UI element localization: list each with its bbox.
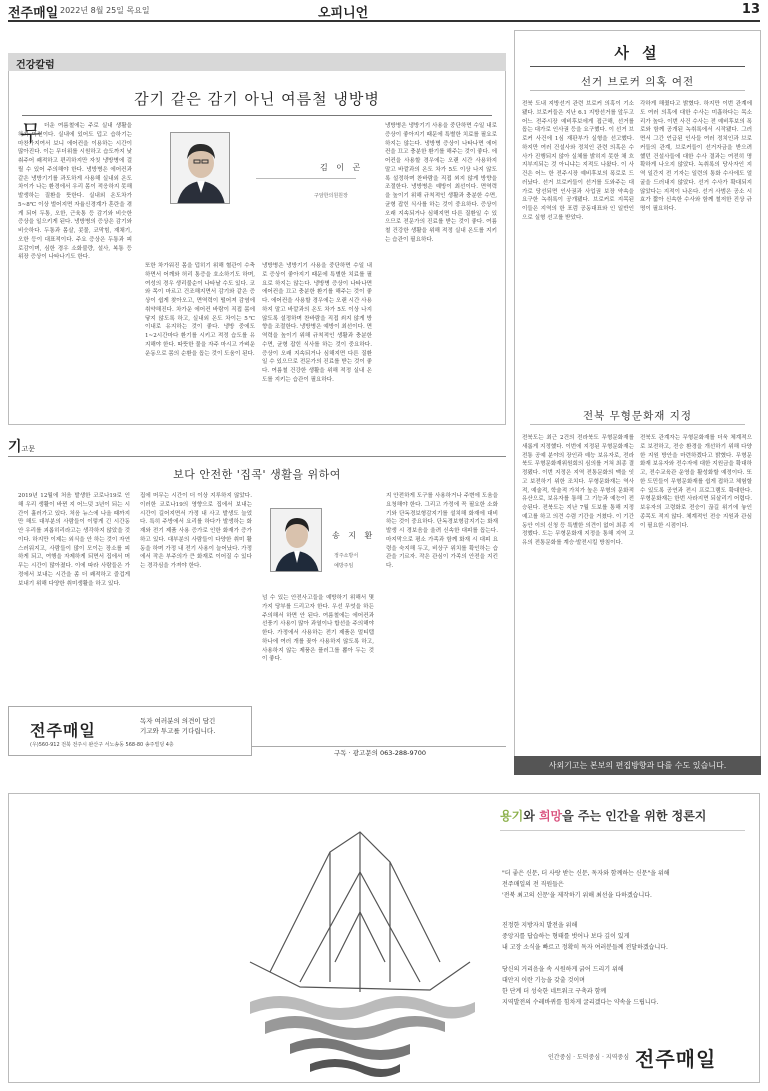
editorial-2-col1: 전북도는 최근 2건의 전라북도 무형문화재를 새롭게 지정했다. 이번에 지정된 무형문화재는 전통 공예 분야의 장인과 예능 보유자로, 전라북도 무형문화재위원회의 심의를 거쳐 최종 결정됐다. 이번 지정은 지역 전통문화의 맥을 잇고 보전하기 위한 조치다. 무형문화재는 역사적, 예술적, 학술적 가치가 높은 무형의 문화적 유산으로, 보유자를 통해 그 기능과 예능이 전승된다. 전북도는 지난 7월 도보를 통해 지정 예고를 하고 의견 수렴 기간을 거쳤다. 이 기간 동안 이의 신청 등 특별한 의견이 없어 최종 지정했다. 도는 무형문화재 지정을 통해 지역 고유의 전통문화를 계승·발전시킬 방침이다.	[522, 435, 634, 546]
page-number: 13	[741, 2, 760, 17]
editorial-2-col2: 전북도 관계자는 무형문화재를 더욱 체계적으로 보전하고, 전승 환경을 개선하기 위해 다양한 지원 방안을 마련하겠다고 밝혔다. 무형문화재 보유자와 전수자에 대한 지원금을 확대하고, 전수교육관 운영을 활성화할 예정이다. 또한 도민들이 무형문화재를 쉽게 접하고 체험할 수 있도록 공연과 전시 프로그램도 확대한다. 무형문화재는 한번 사라지면 되살리기 어렵다. 보유자의 고령화로 전승이 끊길 위기에 놓인 종목도 적지 않다. 체계적인 전승 지원과 관심이 필요한 시점이다.	[640, 435, 752, 529]
bigad-paragraph-1: "더 좋은 신문, 더 사랑 받는 신문, 독자와 함께하는 신문"을 위해 전주매일의 전 직원들은 '전북 최고의 신문'을 제작하기 위해 최선을 다하겠습니다.	[502, 870, 670, 899]
bigad-rule	[500, 830, 745, 831]
contribution-author-role-2: 예방주임	[334, 563, 354, 569]
bigad-paragraph-3: 당신의 거리음을 속 시원하게 긁어 드리기 위해 대안지 이란 기능을 갖출 것이며 한 단계 더 성숙한 네트워크 구축과 함께 지역발전의 수레바퀴를 힘차게 굴리겠다는 약속을 드립니다.	[502, 966, 659, 1006]
health-article-title: 감기 같은 감기 아닌 여름철 냉방병	[134, 90, 380, 108]
editorial-title-2: 전북 무형문화재 지정	[583, 410, 692, 422]
editorial-title-2-rule	[530, 424, 745, 425]
contribution-ad-logo: 전주매일	[30, 721, 96, 740]
bigad-slogan-courage: 용기	[500, 809, 524, 823]
health-author-role: 구암한의원원장	[314, 193, 348, 199]
masthead	[8, 2, 760, 22]
subscription-text: 구독 · 광고문의 063-288-9700	[334, 749, 426, 757]
editorial-disclaimer: 사외기고는 본보의 편집방향과 다를 수도 있습니다.	[514, 756, 761, 775]
bigad-slogan	[500, 807, 706, 824]
contribution-tag-big: 기	[8, 439, 22, 455]
contribution-title: 보다 안전한 '집콕' 생활을 위하여	[173, 468, 341, 481]
contribution-author-name: 송 지 환	[332, 531, 376, 540]
editorial-heading: 사 설	[614, 44, 661, 62]
bigad-slogan-and: 와	[523, 809, 539, 823]
editorial-1-col1: 전북 도내 지방선거 관련 브로커 의혹이 기소됐다. 브로커들은 지난 6.1 지방선거를 앞두고 어느 전주시장 예비후보에게 접근해, 선거를 돕는 대가로 인사권 등을 요구했다. 이 선거 브로커 사건에 1심 재판부가 실형을 선고했다. 하지만 여러 건설사와 정치인 관련 의혹은 수사가 진행되지 않아 실체를 밝히지 못한 채 흐지부지되는 것 아니냐는 지적도 나왔다. 이 사건은 어느 한 전주시장 예비후보의 폭로로 드러났다. 선거 브로커들이 선거를 도와주는 대가로 당선되면 인사권과 사업권 보장 약속을 요구한 녹취록이 공개됐다. 브로커로 지목된 이들은 지역의 한 포럼 공동대표와 인 일반인으로 실형 선고를 받았다.	[522, 101, 634, 221]
contribution-col4: 지 안전하게 도구를 사용하거나 주변에 도움을 요청해야 한다. 그리고 가정에 꼭 필요한 소화기와 단독경보형감지기를 설치해 화재에 대비하는 것이 중요하다. 단독경보형감지기는 화재 발생 시 경보음을 울려 신속한 대피를 돕는다. 마지막으로 평소 가족과 함께 화재 시 대피 요령을 숙지해 두고, 비상구 위치를 확인하는 습관을 기르자. 작은 관심이 가족의 안전을 지킨다.	[386, 493, 498, 569]
contribution-rule	[8, 456, 506, 457]
health-author-photo	[170, 132, 230, 204]
bigad-footer-logo: 전주매일	[635, 1047, 717, 1071]
health-column-tag	[8, 53, 506, 71]
subscription-bar	[252, 746, 506, 756]
health-title-rule	[22, 115, 492, 116]
health-col1-text: 더운 여름철에는 주로 실내 생활을 하기 마련이다. 실내에 있어도 덥고 습하기는 마찬가지여서 보니 에어컨을 이용하는 시간이 많아진다. 이는 무더위를 시원하고 습도까지 낮춰주어 쾌적하고 편리하지만 자칫 냉방병에 걸릴 수 있어 주의해야 한다. 냉방병은 에어컨과 같은 냉방기기를 과도하게 사용해 실내외 온도 차이가 나는 환경에서 우리 몸이 적응하지 못해 발생하는 질환을 뜻한다. 실내외 온도차가 5~8℃ 이상 벌어지면 자율신경계가 혼란을 겪게 되어 두통, 오한, 근육통 등 감기와 비슷한 증상을 일으키게 된다. 냉방병의 증상은 감기와 비슷하다. 두통과 몸살, 콧물, 코막힘, 재채기, 오한 등이 대표적이다. 주요 증상은 두통과 피로감이며, 심한 경우 소화불량, 설사, 복통 등 위장 증상이 나타나기도 한다.	[18, 123, 132, 261]
masthead-logo: 전주매일	[8, 6, 59, 21]
editorial-title-1: 선거 브로커 의혹 여전	[580, 76, 695, 88]
contribution-ad-address: (우)560-912 전북 전주시 완산구 서노송동 568-80 송주빌딩 4층	[30, 742, 174, 748]
contribution-ad-line2: 기고와 투고를 기다립니다.	[140, 727, 216, 735]
bigad-footer-motto: 인간중심 · 도덕중심 · 지역중심	[548, 1054, 629, 1061]
author-photo-image	[271, 509, 322, 572]
contribution-author-photo	[270, 508, 322, 572]
contribution-tag	[8, 436, 35, 456]
bigad-paragraph-2: 진정한 지방자치 발전을 위해 중앙지를 답습하는 형태를 벗어나 보다 깊이 있게 내 고장 소식을 빠르고 정확히 독자 여러분들께 전달하겠습니다.	[502, 922, 668, 951]
contribution-ad-line1: 독자 여러분의 의견이 담긴	[140, 717, 216, 725]
health-column-tag-label: 건강칼럼	[16, 60, 55, 71]
author-photo-image	[171, 133, 230, 204]
contribution-tag-small: 고문	[21, 445, 36, 453]
editorial-heading-rule	[530, 66, 745, 67]
masthead-date: 2022년 8월 25일 목요일	[60, 6, 150, 15]
editorial-title-1-rule	[530, 90, 745, 91]
health-dropcap: 무	[20, 122, 42, 147]
contribution-author-role-1: 정주소방서	[334, 553, 359, 559]
health-col3-text: 냉방병은 냉방기기 사용을 중단하면 수일 내로 증상이 좋아지기 때문에 특별한 치료를 필요로 하지는 않는다. 냉방병 증상이 나타나면 에어컨을 끄고 충분한 환기를 해주는 것이 좋다. 에어컨을 사용할 경우에는 오랜 시간 사용하지 말고 바깥과의 온도 차가 5도 이상 나지 않도록 설정하며 찬바람을 직접 쐬지 않게 방향을 조절한다. 냉방병은 예방이 최선이다. 면역력을 높이기 위해 규칙적인 생활과 충분한 수면, 균형 잡힌 식사를 하는 것이 중요하다. 증상이 오래 지속되거나 심해지면 다른 질환일 수 있으므로 전문가의 진료를 받는 것이 좋다. 여름철 건강한 생활을 위해 적정 실내 온도를 지키는 습관이 필요하다.	[385, 123, 497, 243]
health-author-name: 김 이 곤	[320, 163, 364, 172]
bigad-slogan-hope: 희망	[538, 809, 563, 823]
editorial-1-col2: 각하게 해줬다고 밝혔다. 하지만 이번 관계에도 여러 의혹에 대한 수사는 미흡하다는 목소리가 높다. 이번 사건 수사는 전 예비후보의 폭로와 함께 공개된 녹취록에서 시작됐다. 그러면서 그간 언급된 인사들 여러 정치인과 브로커들의 관계, 브로커들이 선거자금을 받으려 했던 건설사들에 대한 수사 결과는 여전히 명확하게 나오지 않았다. 녹취록의 당사자인 지역 일간지 전 기자는 일련의 통화 수사에도 얼굴을 드러내지 않았다. 선거 수사가 확대되지 않았다는 지적이 나온다. 선거 사범은 공소 시효가 짧아 신속한 수사와 함께 철저한 진상 규명이 필요하다.	[640, 101, 752, 212]
health-col2-text: 또한 차가워진 몸을 덥히기 위해 혈관이 수축하면서 어깨와 허리 통증을 호소하기도 하며, 여성의 경우 생리불순이 나타날 수도 있다. 코와 목이 마르고 건조해지면서 감기와 같은 증상이 쉽게 찾아오고, 면역력이 떨어져 감염에 취약해진다. 차가운 에어컨 바람이 직접 몸에 닿지 않도록 하고, 실내외 온도 차이는 5℃ 이내로 유지하는 것이 좋다. 냉방 중에도 1~2시간마다 환기를 시키고 적정 습도를 유지해야 한다. 따뜻한 물을 자주 마시고 가벼운 운동으로 몸의 순환을 돕는 것이 도움이 된다.	[145, 263, 255, 357]
section-title: 오피니언	[318, 6, 369, 21]
contribution-col3: 넘 수 있는 안전사고들을 예방하기 위해서 몇 가지 당부를 드리고자 한다. 우선 무엇을 하든 주의해서 하면 안 된다. 여름철에는 에어컨과 선풍기 사용이 많아 과열이나 합선을 주의해야 한다. 가정에서 사용하는 전기 제품은 멀티탭 하나에 여러 개를 꽂아 사용하지 않도록 하고, 사용하지 않는 제품은 플러그를 뽑아 두는 것이 좋다.	[262, 595, 374, 663]
ship-illustration	[240, 812, 480, 1082]
health-col2b-text: 냉방병은 냉방기기 사용을 중단하면 수일 내로 증상이 좋아지기 때문에 특별한 치료를 필요로 하지는 않는다. 냉방병 증상이 나타나면 에어컨을 끄고 충분한 환기를 해주는 것이 좋다. 에어컨을 사용할 경우에는 오랜 시간 사용하지 말고 바깥과의 온도 차가 5도 이상 나지 않도록 설정하며 찬바람을 직접 쐬지 않게 방향을 조절한다. 냉방병은 예방이 최선이다. 면역력을 높이기 위해 규칙적인 생활과 충분한 수면, 균형 잡힌 식사를 하는 것이 중요하다. 증상이 오래 지속되거나 심해지면 다른 질환일 수 있으므로 전문가의 진료를 받는 것이 좋다. 여름철 건강한 생활을 위해 적정 실내 온도를 지키는 습관이 필요하다.	[262, 263, 372, 383]
health-author-rule	[256, 178, 356, 179]
bigad-slogan-rest: 을 주는 인간을 위한 정론지	[562, 809, 707, 823]
contribution-col2: 집에 머무는 시간이 더 이상 지루하지 않았다. 이러한 코로나19의 영향으로 집에서 보내는 시간이 길어지면서 가정 내 사고 발생도 늘었다. 특히 주방에서 요리를 하다가 발생하는 화재와 전기 제품 사용 증가로 인한 화재가 증가하고 있다. 대부분의 사람들이 다양한 취미 활동을 하며 가정 내 전기 사용이 늘어났다. 가정에서 작은 부주의가 큰 화재로 이어질 수 있다는 경각심을 가져야 한다.	[140, 493, 252, 569]
contribution-col1: 2019년 12월에 처음 발생한 코로나19로 인해 우리 생활이 바뀐 지 어느덧 3년이 되는 시간이 흘러가고 있다. 처음 뉴스에 나올 때까지만 해도 대부분의 사람들이 이렇게 긴 시간동안 우리를 괴롭히리라고는 생각하지 않았을 것이다. 하지만 이제는 외식을 안 하는 것이 자연스러워지고, 사람들이 많이 모이는 장소를 피하게 되고, 여행을 자제하게 되면서 집에서 머무는 시간이 많아졌다. 이에 따라 사람들은 가정에서 보내는 시간을 좀 더 쾌적하고 즐겁게 보내기 위해 다양한 취미생활을 하고 있다.	[18, 493, 130, 587]
